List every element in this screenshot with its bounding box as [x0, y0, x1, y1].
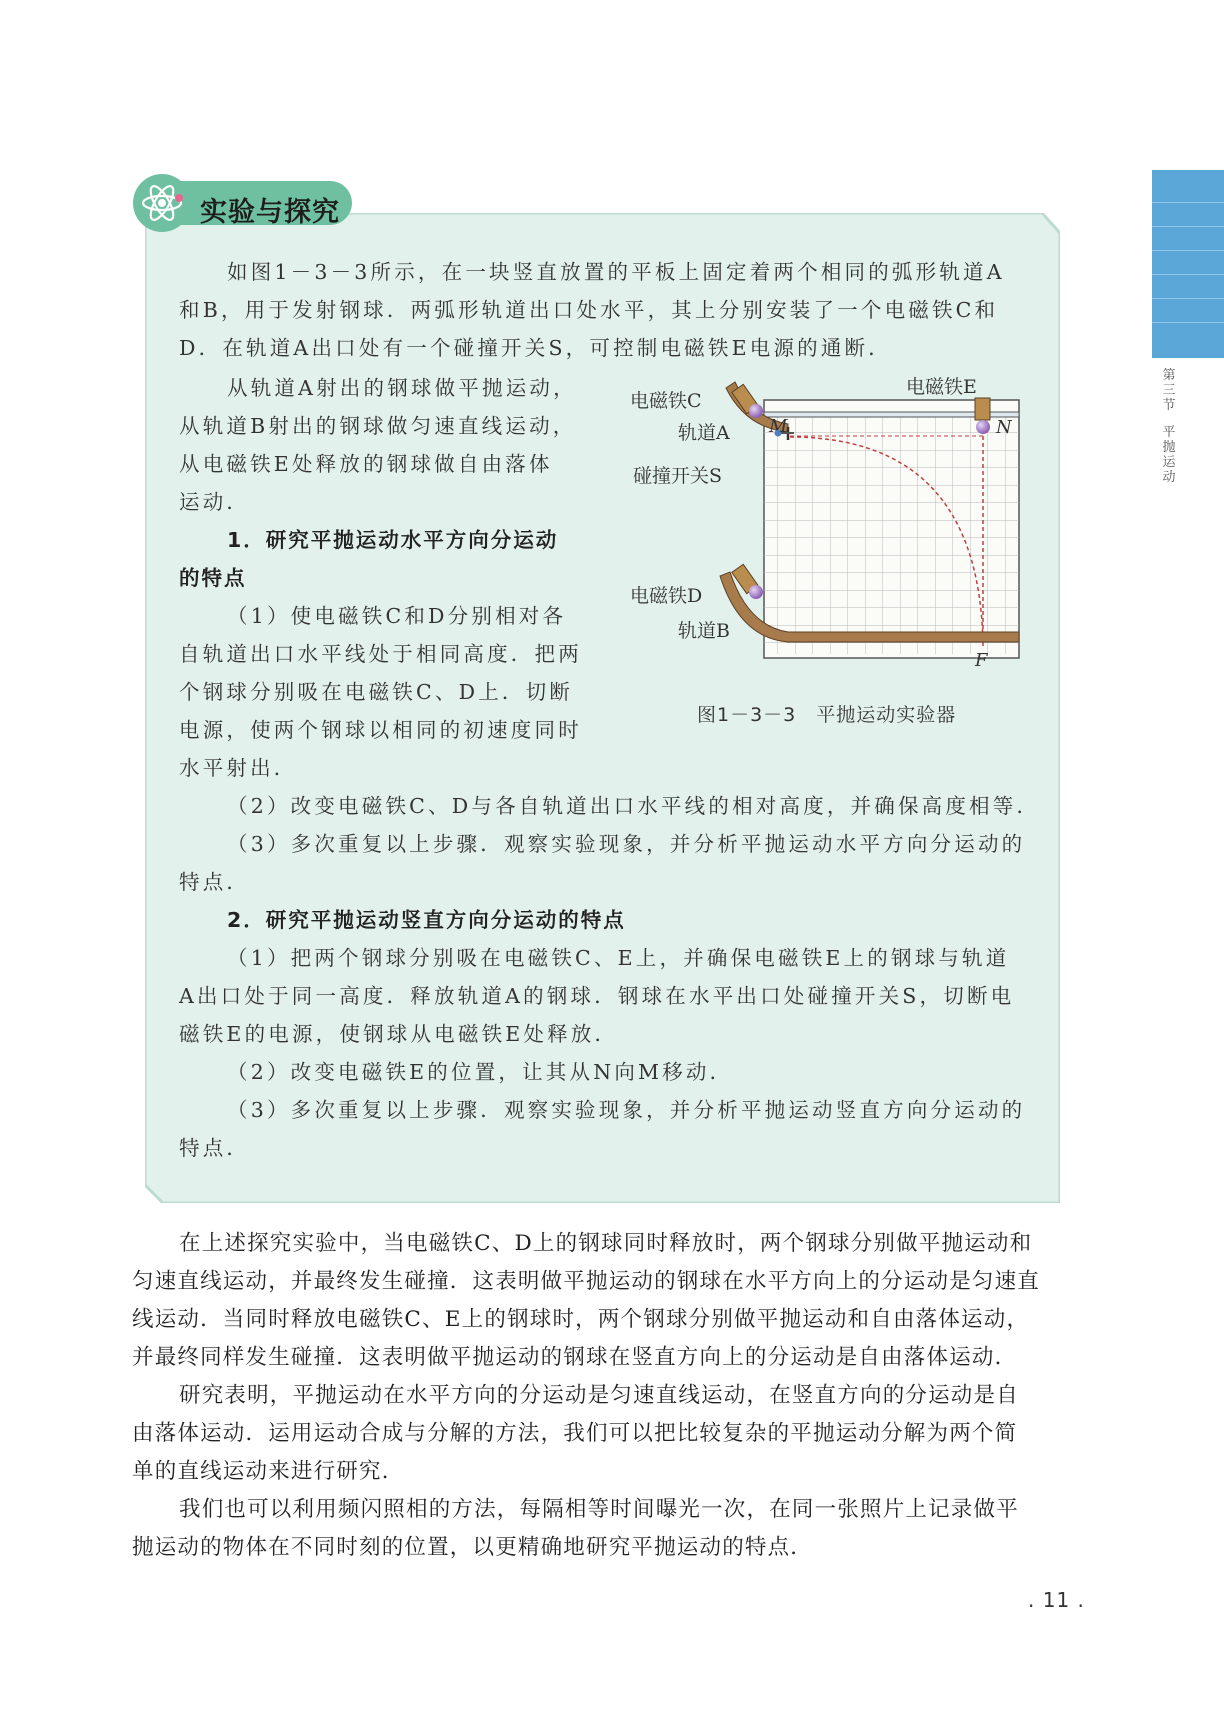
- step-line: （2）改变电磁铁E的位置，让其从N向M移动．: [227, 1060, 734, 1084]
- step-line: A出口处于同一高度．释放轨道A的钢球．钢球在水平出口处碰撞开关S，切断电: [179, 984, 1015, 1008]
- label-track-a: 轨道A: [678, 422, 730, 444]
- side-section-label: 平抛运动: [1162, 425, 1176, 485]
- label-point-f: F: [975, 650, 988, 671]
- intro-line: 如图1－3－3所示，在一块竖直放置的平板上固定着两个相同的弧形轨道A: [227, 260, 1005, 284]
- step-line: 个钢球分别吸在电磁铁C、D上．切断: [179, 680, 574, 704]
- body-line: 线运动．当同时释放电磁铁C、E上的钢球时，两个钢球分别做平抛运动和自由落体运动，: [132, 1307, 1030, 1332]
- chapter-side-tab: [1152, 170, 1224, 358]
- body-line: 单的直线运动来进行研究．: [132, 1459, 405, 1484]
- body-line: 研究表明，平抛运动在水平方向的分运动是匀速直线运动，在竖直方向的分运动是自: [179, 1383, 1019, 1408]
- step-line: 自轨道出口水平线处于相同高度．把两: [179, 642, 582, 666]
- projectile-apparatus-figure: [690, 380, 1030, 680]
- heading-horizontal: 1．研究平抛运动水平方向分运动: [227, 528, 559, 552]
- intro-line: D．在轨道A出口处有一个碰撞开关S，可控制电磁铁E电源的通断．: [179, 336, 892, 360]
- heading-horizontal: 的特点: [179, 566, 247, 590]
- label-magnet-c: 电磁铁C: [630, 390, 702, 412]
- figure-caption: 图1－3－3 平抛运动实验器: [697, 704, 957, 726]
- page-number: . 11 .: [1028, 1588, 1085, 1612]
- step-line: （2）改变电磁铁C、D与各自轨道出口水平线的相对高度，并确保高度相等．: [227, 794, 1041, 818]
- intro-line: 和B，用于发射钢球．两弧形轨道出口处水平，其上分别安装了一个电磁铁C和: [179, 298, 999, 322]
- motions-line: 从轨道B射出的钢球做匀速直线运动，: [179, 414, 577, 438]
- ball-e: [976, 420, 990, 434]
- heading-vertical: 2．研究平抛运动竖直方向分运动的特点: [227, 908, 626, 932]
- label-point-m: M: [769, 416, 788, 437]
- step-line: （1）把两个钢球分别吸在电磁铁C、E上，并确保电磁铁E上的钢球与轨道: [227, 946, 1010, 970]
- body-line: 在上述探究实验中，当电磁铁C、D上的钢球同时释放时，两个钢球分别做平抛运动和: [179, 1231, 1033, 1256]
- step-line: 电源，使两个钢球以相同的初速度同时: [179, 718, 582, 742]
- motions-line: 从电磁铁E处释放的钢球做自由落体: [179, 452, 553, 476]
- ball-c: [749, 404, 763, 418]
- label-track-b: 轨道B: [678, 620, 730, 642]
- body-line: 匀速直线运动，并最终发生碰撞．这表明做平抛运动的钢球在水平方向上的分运动是匀速直: [132, 1269, 1041, 1294]
- step-line: （1）使电磁铁C和D分别相对各: [227, 604, 567, 628]
- body-line: 由落体运动．运用运动合成与分解的方法，我们可以把比较复杂的平抛运动分解为两个简: [132, 1421, 1018, 1446]
- body-line: 并最终同样发生碰撞．这表明做平抛运动的钢球在竖直方向上的分运动是自由落体运动．: [132, 1345, 1018, 1370]
- step-line: 特点．: [179, 870, 251, 894]
- step-line: 水平射出．: [179, 756, 298, 780]
- motions-line: 运动．: [179, 490, 251, 514]
- step-line: （3）多次重复以上步骤．观察实验现象，并分析平抛运动竖直方向分运动的: [227, 1098, 1026, 1122]
- side-chapter-label: 第三节: [1162, 368, 1176, 413]
- side-tab-label: [1158, 368, 1180, 485]
- label-magnet-e: 电磁铁E: [906, 376, 977, 398]
- ball-d: [749, 585, 763, 599]
- label-point-n: N: [996, 417, 1012, 438]
- motions-line: 从轨道A射出的钢球做平抛运动，: [227, 376, 577, 400]
- body-line: 我们也可以利用频闪照相的方法，每隔相等时间曝光一次，在同一张照片上记录做平: [179, 1497, 1019, 1522]
- label-magnet-d: 电磁铁D: [630, 585, 703, 607]
- step-line: 特点．: [179, 1136, 251, 1160]
- step-line: （3）多次重复以上步骤．观察实验现象，并分析平抛运动水平方向分运动的: [227, 832, 1026, 856]
- magnet-e: [975, 398, 990, 420]
- section-title: 实验与探究: [200, 197, 340, 228]
- body-line: 抛运动的物体在不同时刻的位置，以更精确地研究平抛运动的特点．: [132, 1535, 814, 1560]
- label-switch-s: 碰撞开关S: [633, 465, 723, 487]
- step-line: 磁铁E的电源，使钢球从电磁铁E处释放．: [179, 1022, 619, 1046]
